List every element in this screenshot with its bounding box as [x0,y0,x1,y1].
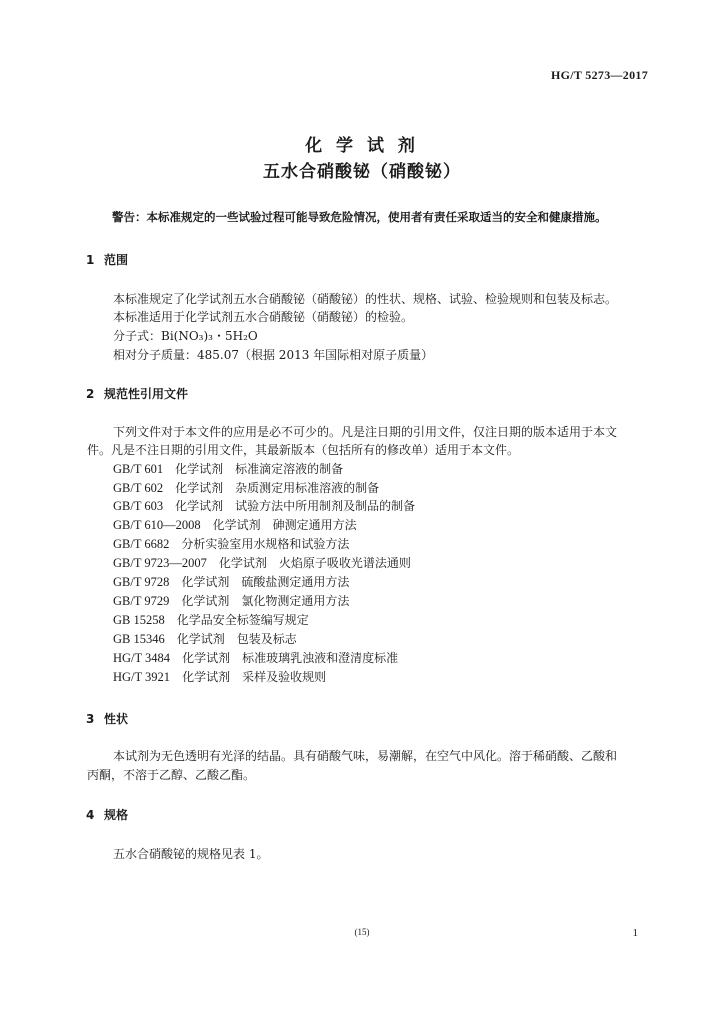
section-number: 2 [86,387,95,401]
reference-title: 化学试剂 试验方法中所用制剂及制品的制备 [175,499,416,513]
reference-code: GB/T 9728 [113,575,170,589]
reference-title: 化学试剂 杂质测定用标准溶液的制备 [175,481,380,495]
reference-code: GB/T 610—2008 [113,518,201,532]
references-intro: 下列文件对于本文件的应用是必不可少的。凡是注日期的引用文件，仅注日期的版本适用于本文 [113,425,618,439]
molecular-formula: 分子式：Bi(NO₃)₃・5H₂O [113,329,258,343]
document-title-line2: 五水合硝酸铋（硝酸铋） [263,162,461,182]
reference-title: 化学试剂 采样及验收规则 [182,670,327,684]
reference-title: 化学试剂 砷测定通用方法 [212,518,357,532]
document-title-line1: 化 学 试 剂 [305,136,419,156]
reference-item [113,497,415,514]
reference-code: GB/T 603 [113,499,164,513]
reference-item [113,649,398,666]
section-2-heading [86,385,188,402]
reference-item [113,611,309,628]
reference-item [113,592,349,609]
scope-paragraph: 本标准规定了化学试剂五水合硝酸铋（硝酸铋）的性状、规格、试验、检验规则和包装及标志。 [113,292,618,306]
section-title: 规范性引用文件 [104,387,189,401]
section-3-heading [86,710,128,727]
reference-code: HG/T 3921 [113,670,171,684]
reference-title: 化学试剂 火焰原子吸收光谱法通则 [218,556,411,570]
section-title: 规格 [104,808,129,822]
reference-item [113,630,297,647]
specification-paragraph: 五水合硝酸铋的规格见表 1。 [113,847,269,861]
section-number: 4 [86,808,95,822]
reference-title: 化学试剂 包装及标志 [176,632,297,646]
reference-item [113,516,357,533]
reference-item [113,554,411,571]
reference-title: 化学试剂 标准滴定溶液的制备 [175,462,344,476]
reference-code: GB/T 602 [113,481,164,495]
reference-item [113,460,343,477]
reference-item [113,573,349,590]
reference-title: 分析实验室用水规格和试验方法 [181,537,350,551]
section-title: 性状 [104,712,129,726]
properties-paragraph: 丙酮，不溶于乙醇、乙酸乙酯。 [87,768,256,782]
reference-title: 化学试剂 硫酸盐测定通用方法 [181,575,350,589]
reference-item [113,668,326,685]
section-number: 3 [86,712,95,726]
section-1-heading [86,251,128,268]
references-intro: 件。凡是不注日期的引用文件，其最新版本（包括所有的修改单）适用于本文件。 [87,443,520,457]
page-marker: (15) [354,927,370,937]
reference-title: 化学试剂 氯化物测定通用方法 [181,594,350,608]
reference-code: GB/T 6682 [113,537,170,551]
section-4-heading [86,806,128,823]
safety-warning: 警告：本标准规定的一些试验过程可能导致危险情况，使用者有责任采取适当的安全和健康措施。 [112,210,607,224]
properties-paragraph: 本试剂为无色透明有光泽的结晶。具有硝酸气味，易潮解，在空气中风化。溶于稀硝酸、乙酸和 [113,749,618,763]
reference-code: GB/T 9723—2007 [113,556,207,570]
standard-code: HG/T 5273—2017 [551,68,648,82]
section-number: 1 [86,253,95,267]
reference-code: HG/T 3484 [113,651,171,665]
reference-code: GB/T 601 [113,462,164,476]
reference-code: GB 15258 [113,613,165,627]
reference-code: GB 15346 [113,632,165,646]
reference-item [113,535,349,552]
section-title: 范围 [104,253,129,267]
page-number: 1 [632,927,638,939]
reference-item [113,479,379,496]
scope-paragraph: 本标准适用于化学试剂五水合硝酸铋（硝酸铋）的检验。 [113,310,414,324]
reference-title: 化学试剂 标准玻璃乳浊液和澄清度标准 [182,651,399,665]
reference-title: 化学品安全标签编写规定 [176,613,309,627]
molecular-mass: 相对分子质量：485.07（根据 2013 年国际相对原子质量） [113,348,434,362]
reference-code: GB/T 9729 [113,594,170,608]
